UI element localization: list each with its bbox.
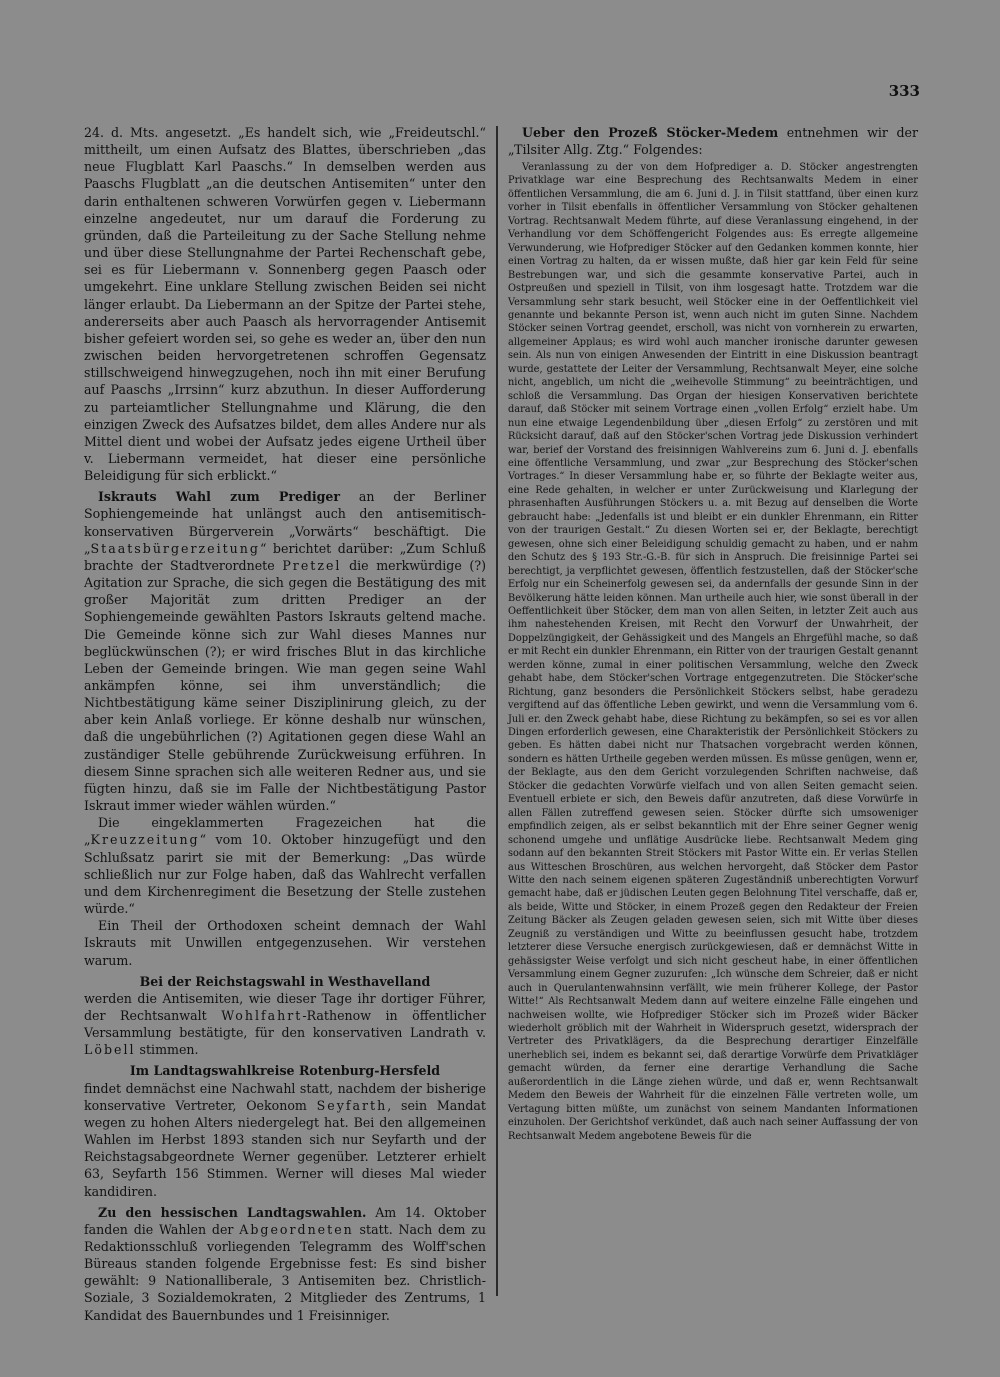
column-divider bbox=[496, 126, 498, 1296]
article-text: an der Berliner Sophiengemeinde hat unlängst auch den antisemitisch-konservativen Bürgerverein „Vorwärts“ beschäftigt. Die „ bbox=[84, 489, 486, 556]
article-iskraut bbox=[84, 488, 486, 814]
article-text: stimmen. bbox=[135, 1042, 199, 1058]
article-text: “ vom 10. Oktober hinzugefügt und den Schlußsatz parirt sie mit der Bemerkung: „Das würde schließlich nur zur Folge haben, daß das Wahlrecht verfallen und dem Kirchenregiment die Besetzung der Stelle zustehen würde.“ bbox=[84, 832, 486, 917]
page-number: 333 bbox=[888, 82, 920, 100]
section-heading: Ueber den Prozeß Stöcker-Medem bbox=[522, 125, 779, 140]
article-text: -Rathenow in öffentlicher Versammlung bestätigte, für den konservativen Landrath v. bbox=[84, 1007, 486, 1041]
article-text: entnehmen wir der „Tilsiter Allg. Ztg.“ Folgendes: bbox=[508, 125, 918, 157]
article-rotenburg bbox=[84, 1080, 486, 1200]
article-text: statt. Nach dem zu Redaktionsschluß vorliegenden Telegramm des Wolff'schen Büreaus standen folgende Ergebnisse fest: Es sind bisher gewählt: 9 Nationalliberale, 3 Antisemiten bez. Christlich-Soziale, 3 Sozialdemokraten, 2 Mitglieder des Zentrums, 1 Kandidat des Bauernbundes und 1 Freisinniger. bbox=[84, 1221, 486, 1323]
article-paragraph: Ein Theil der Orthodoxen scheint demnach der Wahl Iskrauts mit Unwillen entgegenzusehen. Wir verstehen warum. bbox=[84, 918, 486, 968]
article-westhavelland bbox=[84, 990, 486, 1059]
article-paragraph: 24. d. Mts. angesetzt. „Es handelt sich, wie „Freideutschl.“ mittheilt, um einen Aufsatz des Blattes, überschrieben „das neue Flugblatt Karl Paaschs.“ In demselben werden aus Paaschs Flugblatt „an die deutschen Antisemiten“ unter den darin enthaltenen schweren Vorwürfen gegen v. Liebermann einzelne angedeutet, nur um darauf die Forderung zu gründen, daß die Parteileitung zu der Sache Stellung nehme und über diese Stellungnahme der Partei Rechenschaft gebe, sei es für Liebermann v. Sonnenberg gegen Paasch oder umgekehrt. Eine unklare Stellung zwischen Beiden sei nicht länger erlaubt. Da Liebermann an der Spitze der Partei stehe, andererseits aber auch Paasch als hervorragender Antisemit bisher gefeiert worden sei, so gehe es weder an, über den nun zwischen beiden hervorgetretenen schroffen Gegensatz stillschweigend hinwegzugehen, noch ihn mit einer Berufung auf Paaschs „Irrsinn“ kurz abzuthun. In dieser Aufforderung zu parteiamtlicher Stellungnahme und Klärung, die den einzigen Zweck des Aufsatzes bildet, dem alles Andere nur als Mittel dient und wobei der Aufsatz jedes eigene Urtheil über v. Liebermann vermeidet, hat dieser eine persönliche Beleidigung für sich erblickt.“ bbox=[84, 125, 486, 484]
spaced-text: Pretzel bbox=[282, 557, 342, 573]
article-body-small: Veranlassung zu der von dem Hofprediger a. D. Stöcker angestrengten Privatklage war eine Besprechung des Rechtsanwalts Medem in einer öffentlichen Versammlung, die am 6. Juni d. J. in Tilsit stattfand, über einen kurz vorher in Tilsit ebenfalls in öffentlicher Versammlung von Stöcker gehaltenen Vortrag. Rechtsanwalt Medem führte, auf diese Veranlassung eingehend, in der Verhandlung vor dem Schöffengericht Folgendes aus: Es erregte allgemeine Verwunderung, wie Hofprediger Stöcker auf den Gedanken kommen konnte, hier einen Vortrag zu halten, da er wissen mußte, daß hier gar kein Feld für seine Bestrebungen war, und sich die gesammte konservative Partei, auch in Ostpreußen und speziell in Tilsit, von ihm losgesagt hatte. Trotzdem war die Versammlung sehr stark besucht, weil Stöcker eine in der Oeffentlichkeit viel genannte und bekannte Person ist, wenn auch nicht im guten Sinne. Nachdem Stöcker seinen Vortrag geendet, erscholl, was nicht von vornherein zu erwarten, allgemeiner Applaus; es wird wohl auch mancher ironische darunter gewesen sein. Als nun von einigen Anwesenden der Eintritt in eine Diskussion beantragt wurde, gestattete der Leiter der Versammlung, Rechtsanwalt Meyer, eine solche nicht, angeblich, um nicht die „weihevolle Stimmung“ zu beeinträchtigen, und schloß die Versammlung. Das Organ der hiesigen Konservativen berichtete darauf, daß Stöcker mit seinem Vortrage einen „vollen Erfolg“ erzielt habe. Um nun eine etwaige Legendenbildung über „diesen Erfolg“ zu zerstören und mit Rücksicht darauf, daß auf den Stöcker'schen Vortrag jede Diskussion verhindert war, berief der Vorstand des freisinnigen Wahlvereins zum 6. Juni d. J. ebenfalls eine öffentliche Versammlung, und zwar „zur Besprechung des Stöcker'schen Vortrages.“ In dieser Versammlung habe er, so führte der Beklagte weiter aus, eine Rede gehalten, in welcher er unter Zurückweisung und Klarlegung der phrasenhaften Ausführungen Stöckers u. a. mit Bezug auf denselben die Worte gebraucht habe: „Jedenfalls ist und bleibt er ein dunkler Ehrenmann, ein Ritter von der traurigen Gestalt.“ Zu diesen Worten sei er, der Beklagte, berechtigt gewesen, ohne sich einer Beleidigung schuldig gemacht zu haben, und er nahm den Schutz des § 193 Str.-G.-B. für sich in Anspruch. Die freisinnige Partei sei berechtigt, ja verpflichtet gewesen, öffentlich festzustellen, daß der Stöcker'sche Erfolg nur ein Scheinerfolg gewesen sei, da andernfalls der gesunde Sinn in der Bevölkerung hätte leiden können. Man urtheile auch hier, wie sonst überall in der Oeffentlichkeit über Stöcker, dem man von allen Seiten, in letzter Zeit auch aus ihm nahestehenden Kreisen, mit Recht den Vorwurf der Unwahrheit, der Doppelzüngigkeit, der Gehässigkeit und des Mangels an Ehrgefühl mache, so daß er mit Recht ein dunkler Ehrenmann, ein Ritter von der traurigen Gestalt genannt werden könne, zumal in einer politischen Versammlung, welche den Zweck gehabt habe, dem Stöcker'schen Vortrage entgegenzutreten. Die Stöcker'sche Richtung, ganz besonders die Persönlichkeit Stöckers selbst, habe geradezu vergiftend auf das öffentliche Leben gewirkt, und wenn die Versammlung vom 6. Juli er. den Zweck gehabt habe, diese Richtung zu bekämpfen, so sei es vor allen Dingen erforderlich gewesen, eine Charakteristik der Persönlichkeit Stöckers zu geben. Es hätten dabei nicht nur Thatsachen vorgebracht werden können, sondern es hätten Urtheile gegeben werden müssen. Es müsse genügen, wenn er, der Beklagte, aus den dem Gericht vorzulegenden Schriften nachweise, daß Stöcker die gedachten Vorwürfe vielfach und von allen Seiten gemacht seien. Eventuell erbiete er sich, den Beweis dafür anzutreten, daß diese Vorwürfe in allen Fällen zutreffend gewesen seien. Stöcker dürfte sich umsoweniger empfindlich zeigen, als er selbst bekanntlich mit der Ehre seiner Gegner wenig schonend umgehe und unflätige Ausdrücke liebe. Rechtsanwalt Medem ging sodann auf den bekannten Streit Stöckers mit Pastor Witte ein. Er verlas Stellen aus Witteschen Broschüren, aus welchen hervorgeht, daß Stöcker dem Pastor Witte den nach seinem eigenen späteren Zugeständniß unberechtigten Vorwurf gemacht habe, daß er jüdischen Leuten gegen Belohnung Titel verschaffe, daß er, als beide, Witte und Stöcker, in einem Prozeß gegen den Redakteur der Freien Zeitung Bäcker als Zeugen geladen gewesen seien, sich mit Witte über dieses Zeugniß zu verständigen und Witte zu beeinflussen gesucht habe, trotzdem letzterer diese Versuche energisch zurückgewiesen, daß er demnächst Witte in gehässigster Weise verfolgt und sich nicht gescheut habe, in einer öffentlichen Versammlung einem Gegner zuzurufen: „Ich wünsche dem Schreier, daß er nicht auch in Querulantenwahnsinn verfällt, wie mein früherer Kollege, der Pastor Witte!“ Als Rechtsanwalt Medem dann auf weitere einzelne Fälle eingehen und nachweisen wollte, wie Hofprediger Stöcker sich im Prozeß wider Bäcker wiederholt gröblich mit der Wahrheit in Widerspruch gesetzt, widersprach der Vertreter des Privatklägers, da die Besprechung derartiger Einzelfälle unerheblich sei, indem es bekannt sei, daß derartige Vorwürfe dem Privatkläger gemacht würden, da ferner eine derartige Verhandlung die Sache außerordentlich in die Länge ziehen würde, und daß er, wenn Rechtsanwalt Medem den Beweis der Wahrheit für die einzelnen Fälle vertreten wolle, um Vertagung bitten müßte, um zunächst von seinem Mandanten Informationen einzuholen. Der Gerichtshof verkündet, daß auch nach seiner Auffassung der von Rechtsanwalt Medem angebotene Beweis für die bbox=[508, 162, 918, 1142]
article-text: “ berichtet darüber: „Zum Schluß brachte der Stadtverordnete bbox=[84, 540, 486, 573]
article-text: Die eingeklammerten Fragezeichen hat die „ bbox=[84, 815, 486, 848]
article-text: Am 14. Oktober fanden die Wahlen der bbox=[84, 1204, 486, 1237]
spaced-text: Kreuzzeitung bbox=[90, 832, 200, 848]
article-paragraph bbox=[84, 814, 486, 917]
section-heading: Bei der Reichstagswahl in Westhavelland bbox=[139, 973, 431, 989]
spaced-text: Wohlfahrt bbox=[221, 1007, 303, 1023]
left-column bbox=[84, 124, 486, 1324]
article-intro bbox=[508, 124, 918, 158]
article-hessen bbox=[84, 1204, 486, 1324]
article-text: findet demnächst eine Nachwahl statt, nachdem der bisherige konservative Vertreter, Oekonom bbox=[84, 1080, 486, 1113]
section-heading: Im Landtagswahlkreise Rotenburg-Hersfeld bbox=[129, 1063, 441, 1079]
spaced-text: Abgeordneten bbox=[239, 1221, 354, 1237]
article-text: , sein Mandat wegen zu hohen Alters niedergelegt hat. Bei den allgemeinen Wahlen im Herbst 1893 standen sich nur Seyfarth und der Reichstagsabgeordnete Werner gegenüber. Letzterer erhielt 63, Seyfarth 156 Stimmen. Werner will dieses Mal wieder kandidiren. bbox=[84, 1097, 486, 1199]
spaced-text: Seyfarth bbox=[316, 1097, 388, 1113]
spaced-text: Löbell bbox=[84, 1042, 136, 1058]
article-text: die merkwürdige (?) Agitation zur Sprache, die sich gegen die Bestätigung des mit großer Majorität zum dritten Prediger an der Sophiengemeinde gewählten Pastors Iskrauts geltend mache. Die Gemeinde könne sich zur Wahl dieses Mannes nur beglückwünschen (?); er wird frisches Blut in das kirchliche Leben der Gemeinde bringen. Wie man gegen seine Wahl ankämpfen könne, sei ihm unverständlich; die Nichtbestätigung käme seiner Disziplinirung gleich, zu der aber kein Anlaß vorliege. Er könne deshalb nur wünschen, daß die ungebührlichen (?) Agitationen gegen diese Wahl an zuständiger Stelle gebührende Zurückweisung erführen. In diesem Sinne sprachen sich alle weiteren Redner aus, und sie fügten hinzu, daß sie im Falle der Nichtbestätigung Pastor Iskraut immer wieder wählen würden.“ bbox=[84, 557, 486, 814]
right-column bbox=[508, 124, 918, 1143]
section-heading: Iskrauts Wahl zum Prediger bbox=[98, 489, 341, 505]
section-heading: Zu den hessischen Landtagswahlen. bbox=[98, 1204, 367, 1220]
article-text: werden die Antisemiten, wie dieser Tage ihr dortiger Führer, der Rechtsanwalt bbox=[84, 990, 486, 1023]
spaced-text: Staatsbürgerzeitung bbox=[90, 540, 260, 556]
